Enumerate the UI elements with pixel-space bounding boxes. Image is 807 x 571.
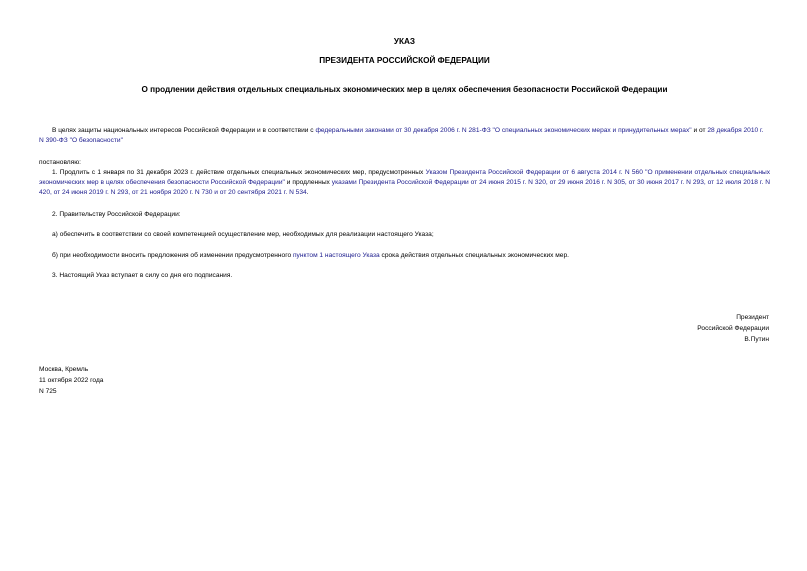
document-subtitle: ПРЕЗИДЕНТА РОССИЙСКОЙ ФЕДЕРАЦИИ [319,56,490,65]
place-city: Москва, Кремль [39,366,89,373]
item-1-text-1: 1. Продлить с 1 января по 31 декабря 2023 г. действие отдельных специальных экономических мер, предусмотренных [52,169,426,176]
signature-name: В.Путин [744,336,769,343]
item-1-text-3: . [306,189,309,196]
point-1-link[interactable]: пунктом 1 настоящего Указа [292,252,380,259]
preamble-text-1: В целях защиты национальных интересов Российской Федерации и в соответствии с [52,127,316,134]
document-title: УКАЗ [393,37,416,46]
item-1-text-2: и продленных [284,179,332,186]
item-3: 3. Настоящий Указ вступает в силу со дня его подписания. [52,272,233,279]
item-2b-text-2: срока действия отдельных специальных экономических мер. [379,252,569,259]
document-heading: О продлении действия отдельных специальных экономических мер в целях обеспечения безопасности Российской Федерации [141,85,668,94]
decree-560-link[interactable]: Указом Президента Российской Федерации от 6 августа 2014 г. N 560 "О применении отдельных специальных экономических мер в целях обеспечения безопасности Российской Федерации" [39,169,770,186]
federal-laws-link[interactable]: федеральными законами от 30 декабря 2006 г. N 281-ФЗ "О специальных экономических мерах и принудительных мерах" [315,127,692,134]
signature-country: Российской Федерации [697,325,769,332]
decree-word: постановляю: [39,159,82,166]
item-2b [39,251,770,261]
preamble-text-2: и от [691,127,708,134]
place-date-block [39,364,103,397]
signature-position: Президент [736,314,769,321]
item-2b-text-1: б) при необходимости вносить предложения об изменении предусмотренного [52,252,293,259]
item-2: 2. Правительству Российской Федерации: [52,211,181,218]
item-1 [39,168,770,198]
signature-block [697,312,769,345]
decree-number: N 725 [39,388,57,395]
extension-decrees-link[interactable]: указами Президента Российской Федерации от 24 июня 2015 г. N 320, от 29 июня 2016 г. N 305, от 30 июня 2017 г. N 293, от 12 июля 2018 г. N 420, от 24 июня 2019 г. N 293, от 21 ноября 2020 г. N 730 и от 20 сентября 2021 г. N 534 [39,179,770,196]
security-law-link[interactable]: 28 декабря 2010 г. N 390-ФЗ "О безопасности" [39,127,764,144]
preamble [39,126,770,146]
place-date: 11 октября 2022 года [39,377,104,384]
item-2a: а) обеспечить в соответствии со своей компетенцией осуществление мер, необходимых для реализации настоящего Указа; [52,231,434,238]
